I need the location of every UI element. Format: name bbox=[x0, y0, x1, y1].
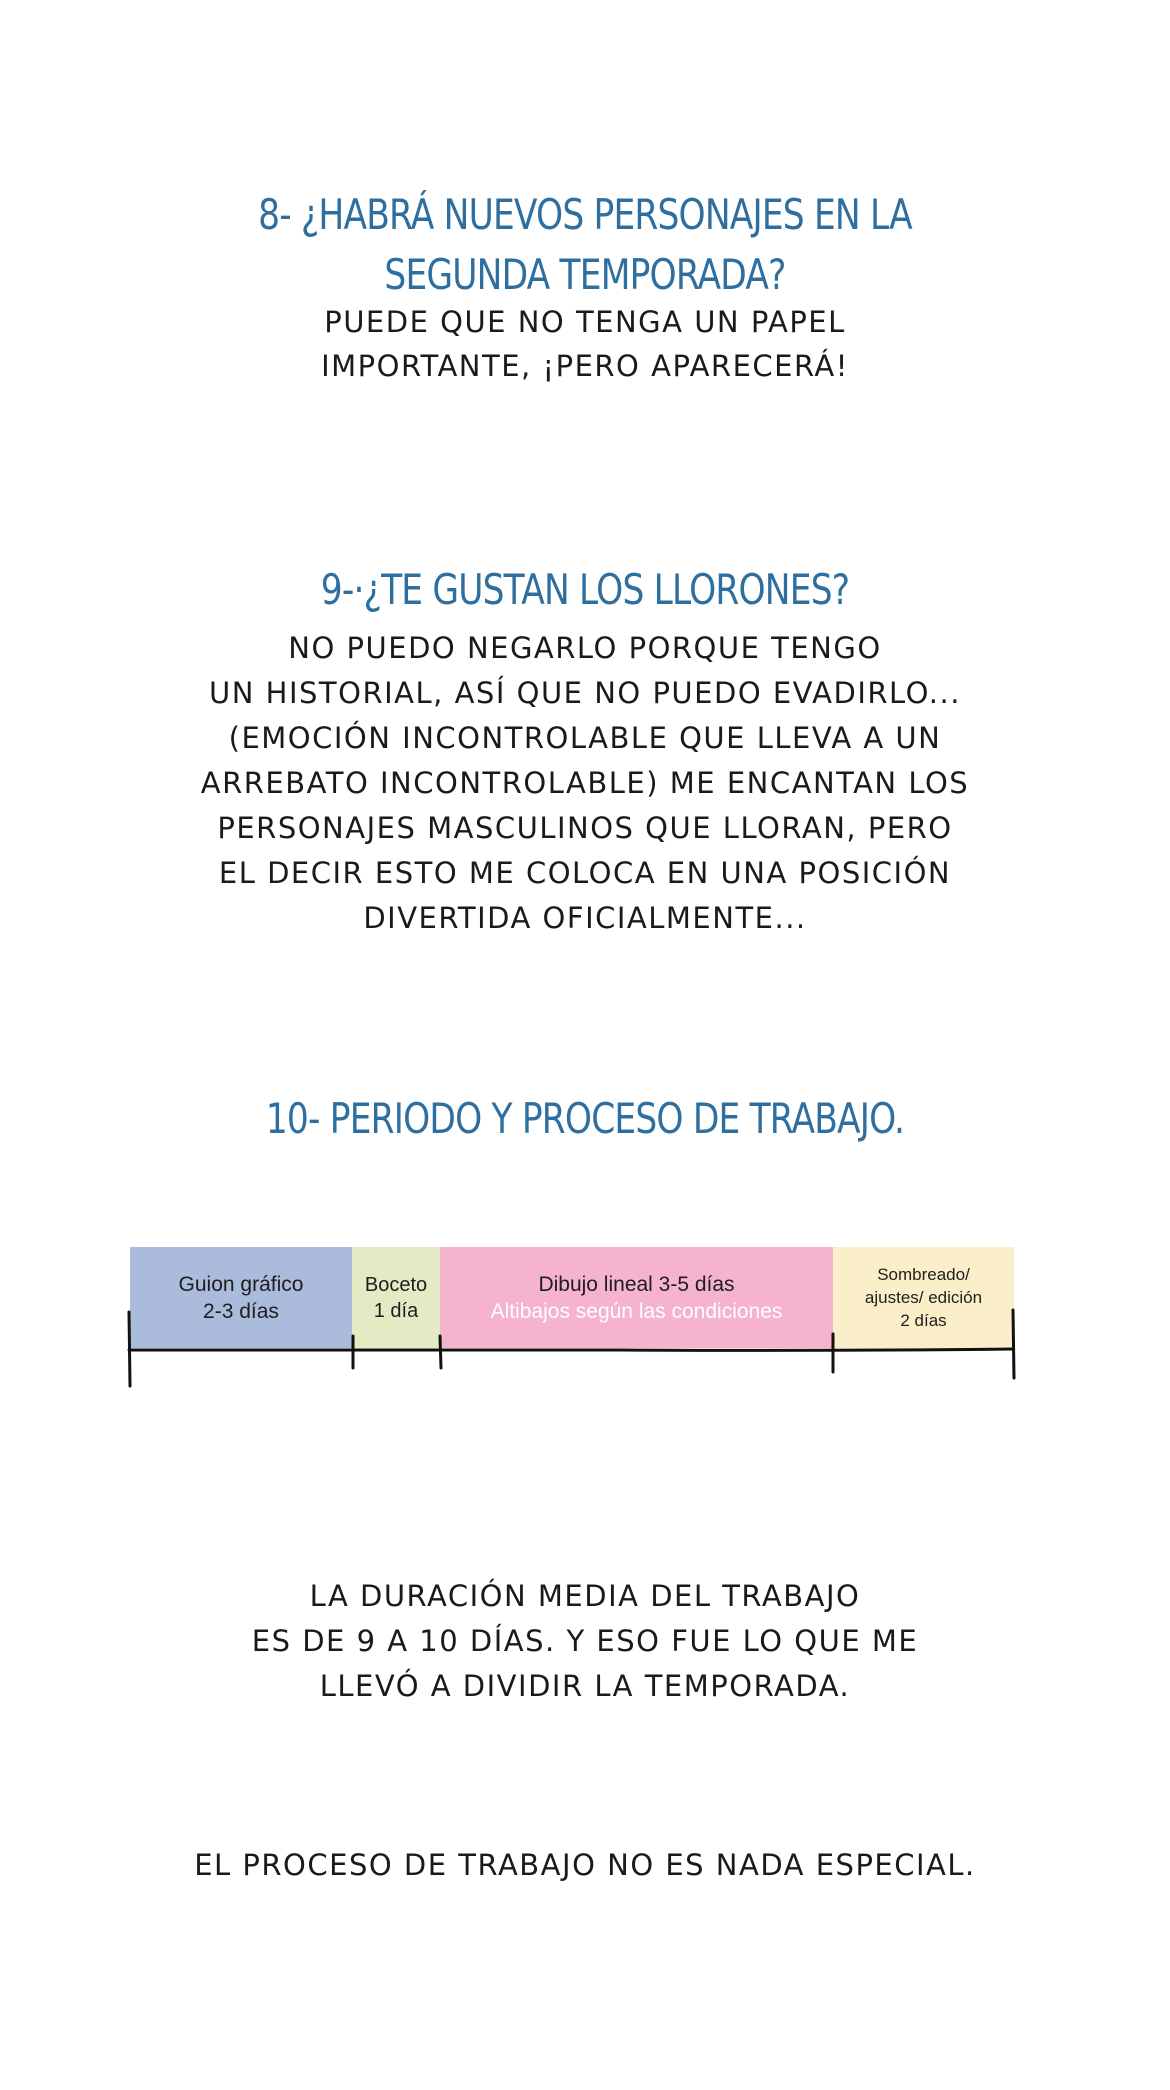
answer-line: NO PUEDO NEGARLO PORQUE TENGO bbox=[288, 631, 882, 665]
heading-line: 8- ¿HABRÁ NUEVOS PERSONAJES EN LA bbox=[258, 189, 912, 239]
question-8-answer bbox=[0, 300, 1170, 388]
heading-line: 9-·¿TE GUSTAN LOS LLORONES? bbox=[320, 564, 850, 614]
question-9-answer bbox=[0, 626, 1170, 941]
process-statement bbox=[0, 1843, 1170, 1887]
answer-line: UN HISTORIAL, ASÍ QUE NO PUEDO EVADIRLO... bbox=[209, 676, 961, 710]
question-9-heading bbox=[105, 560, 1064, 620]
answer-line: DIVERTIDA OFICIALMENTE... bbox=[363, 901, 807, 935]
question-8-heading bbox=[105, 185, 1064, 305]
timeline-segment-shading bbox=[833, 1247, 1014, 1348]
heading-line: 10- PERIODO Y PROCESO DE TRABAJO. bbox=[265, 1093, 905, 1143]
timeline-segment-sketch bbox=[352, 1247, 440, 1348]
timeline-axis-line bbox=[129, 1349, 1013, 1350]
segment-duration: 2 días bbox=[900, 1311, 947, 1330]
segment-duration: 1 día bbox=[373, 1299, 419, 1322]
question-10-heading bbox=[105, 1089, 1064, 1149]
segment-label: Sombreado/ bbox=[877, 1265, 970, 1284]
segment-duration: 2-3 días bbox=[203, 1299, 279, 1323]
text-line: EL PROCESO DE TRABAJO NO ES NADA ESPECIAL. bbox=[194, 1848, 976, 1882]
segment-label: Dibujo lineal 3-5 días bbox=[538, 1272, 735, 1296]
answer-line: IMPORTANTE, ¡PERO APARECERÁ! bbox=[321, 349, 849, 383]
text-line: ES DE 9 A 10 DÍAS. Y ESO FUE LO QUE ME bbox=[251, 1624, 919, 1658]
answer-line: (EMOCIÓN INCONTROLABLE QUE LLEVA A UN bbox=[228, 721, 942, 755]
segment-label: ajustes/ edición bbox=[864, 1288, 983, 1307]
heading-line: SEGUNDA TEMPORADA? bbox=[384, 249, 786, 299]
average-duration-text bbox=[0, 1574, 1170, 1709]
text-line: LLEVÓ A DIVIDIR LA TEMPORADA. bbox=[319, 1669, 851, 1703]
segment-label: Boceto bbox=[364, 1273, 428, 1296]
answer-line: PERSONAJES MASCULINOS QUE LLORAN, PERO bbox=[217, 811, 953, 845]
timeline-segment-line-art bbox=[440, 1247, 833, 1348]
answer-line: EL DECIR ESTO ME COLOCA EN UNA POSICIÓN bbox=[218, 856, 952, 890]
segment-note: Altibajos según las condiciones bbox=[490, 1299, 783, 1323]
answer-line: PUEDE QUE NO TENGA UN PAPEL bbox=[324, 305, 846, 339]
text-line: LA DURACIÓN MEDIA DEL TRABAJO bbox=[309, 1579, 861, 1613]
timeline-segment-storyboard bbox=[130, 1247, 352, 1348]
answer-line: ARREBATO INCONTROLABLE) ME ENCANTAN LOS bbox=[200, 766, 970, 800]
segment-label: Guion gráfico bbox=[178, 1272, 304, 1296]
